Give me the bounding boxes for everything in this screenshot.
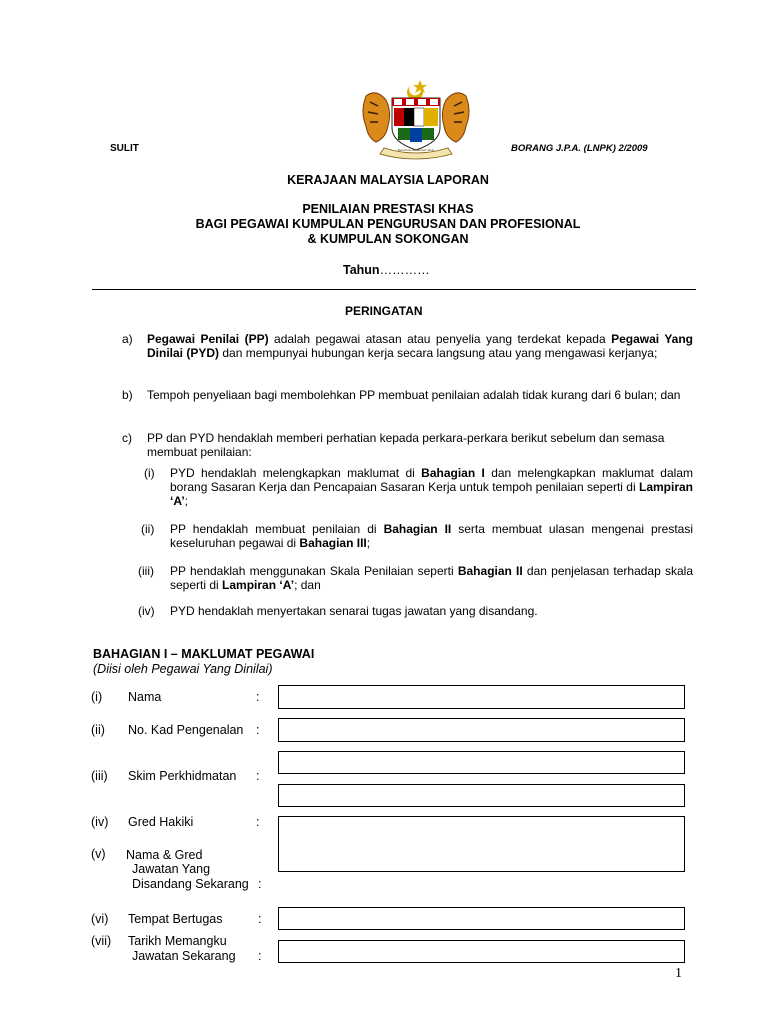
- section1-heading: BAHAGIAN I – MAKLUMAT PEGAWAI: [93, 647, 315, 661]
- field-skim-colon: :: [256, 769, 260, 783]
- field-tempat-colon: :: [258, 912, 262, 926]
- field-ic-num: (ii): [91, 723, 105, 737]
- item-a-marker: a): [122, 332, 133, 346]
- field-ic-label: No. Kad Pengenalan: [128, 723, 244, 737]
- item-c-marker: c): [122, 431, 132, 445]
- item-c-i-text: PYD hendaklah melengkapkan maklumat di Bahagian I dan melengkapkan maklumat dalam borang Sasaran Kerja dan Pencapaian Sasaran Kerja untuk tempoh penilaian seperti di Lampiran ‘A’;: [170, 466, 693, 508]
- field-jawatan-label1: Nama & Gred: [126, 848, 203, 862]
- ic-number-input[interactable]: [278, 718, 685, 742]
- field-tarikh-colon: :: [258, 949, 262, 963]
- item-c-iii-marker: (iii): [138, 564, 154, 578]
- skim-input-line1[interactable]: [278, 751, 685, 774]
- field-ic-colon: :: [256, 723, 260, 737]
- emblem-motto: Bersekutu Bertambah Mutu: [397, 148, 435, 152]
- item-c-ii-text: PP hendaklah membuat penilaian di Bahagian II serta membuat ulasan mengenai prestasi keseluruhan pegawai di Bahagian III;: [170, 522, 694, 550]
- item-b-text: Tempoh penyeliaan bagi membolehkan PP membuat penilaian adalah tidak kurang dari 6 bulan; dan: [147, 388, 681, 402]
- field-tempat-num: (vi): [91, 912, 109, 926]
- field-nama-colon: :: [256, 690, 260, 704]
- item-c-iv-text: PYD hendaklah menyertakan senarai tugas jawatan yang disandang.: [170, 604, 538, 618]
- field-tarikh-label2: Jawatan Sekarang: [132, 949, 236, 963]
- year-line: [343, 263, 430, 277]
- nama-input[interactable]: [278, 685, 685, 709]
- field-gred-label: Gred Hakiki: [128, 815, 194, 829]
- item-c-text: PP dan PYD hendaklah memberi perhatian kepada perkara-perkara berikut sebelum dan semasa membuat penilaian:: [147, 431, 665, 459]
- field-jawatan-num: (v): [91, 847, 106, 861]
- skim-input-line2[interactable]: [278, 784, 685, 807]
- page-number: 1: [675, 966, 682, 981]
- tempat-bertugas-input[interactable]: [278, 907, 685, 930]
- year-label: Tahun: [343, 263, 380, 277]
- field-tempat-label: Tempat Bertugas: [128, 912, 223, 926]
- tarikh-memangku-input[interactable]: [278, 940, 685, 963]
- field-jawatan-colon: :: [258, 877, 262, 891]
- field-nama-label: Nama: [128, 690, 162, 704]
- field-jawatan-label2: Jawatan Yang: [132, 862, 211, 876]
- doc-title-line4: & KUMPULAN SOKONGAN: [307, 232, 469, 246]
- item-c-i-marker: (i): [144, 466, 155, 480]
- section1-subheading: (Diisi oleh Pegawai Yang Dinilai): [93, 662, 273, 676]
- field-nama-num: (i): [91, 690, 103, 704]
- item-c-iii-text: PP hendaklah menggunakan Skala Penilaian seperti Bahagian II dan penjelasan terhadap skala seperti di Lampiran ‘A’; dan: [170, 564, 693, 592]
- field-tarikh-num: (vii): [91, 934, 112, 948]
- doc-title-line1: KERAJAAN MALAYSIA LAPORAN: [287, 173, 489, 187]
- item-a-text: Pegawai Penilai (PP) adalah pegawai atasan atau penyelia yang terdekat kepada Pegawai Yang Dinilai (PYD) dan mempunyai hubungan kerja secara langsung atau yang mengawasi kerjanya;: [147, 332, 693, 360]
- gred-jawatan-input[interactable]: [278, 816, 685, 872]
- item-c-iv-marker: (iv): [138, 604, 155, 618]
- field-skim-label: Skim Perkhidmatan: [128, 769, 237, 783]
- field-gred-num: (iv): [91, 815, 109, 829]
- doc-title-line3: BAGI PEGAWAI KUMPULAN PENGURUSAN DAN PROFESIONAL: [195, 217, 581, 231]
- notice-heading: PERINGATAN: [345, 304, 423, 318]
- field-gred-colon: :: [256, 815, 260, 829]
- doc-title-line2: PENILAIAN PRESTASI KHAS: [302, 202, 474, 216]
- field-skim-num: (iii): [91, 769, 108, 783]
- field-tarikh-label1: Tarikh Memangku: [128, 934, 227, 948]
- year-dots: …………: [379, 263, 430, 277]
- form-code: BORANG J.P.A. (LNPK) 2/2009: [511, 143, 648, 154]
- classification-mark: SULIT: [110, 143, 139, 154]
- header-divider: [92, 289, 696, 290]
- item-b-marker: b): [122, 388, 133, 402]
- field-jawatan-label3: Disandang Sekarang: [132, 877, 249, 891]
- item-c-ii-marker: (ii): [141, 522, 155, 536]
